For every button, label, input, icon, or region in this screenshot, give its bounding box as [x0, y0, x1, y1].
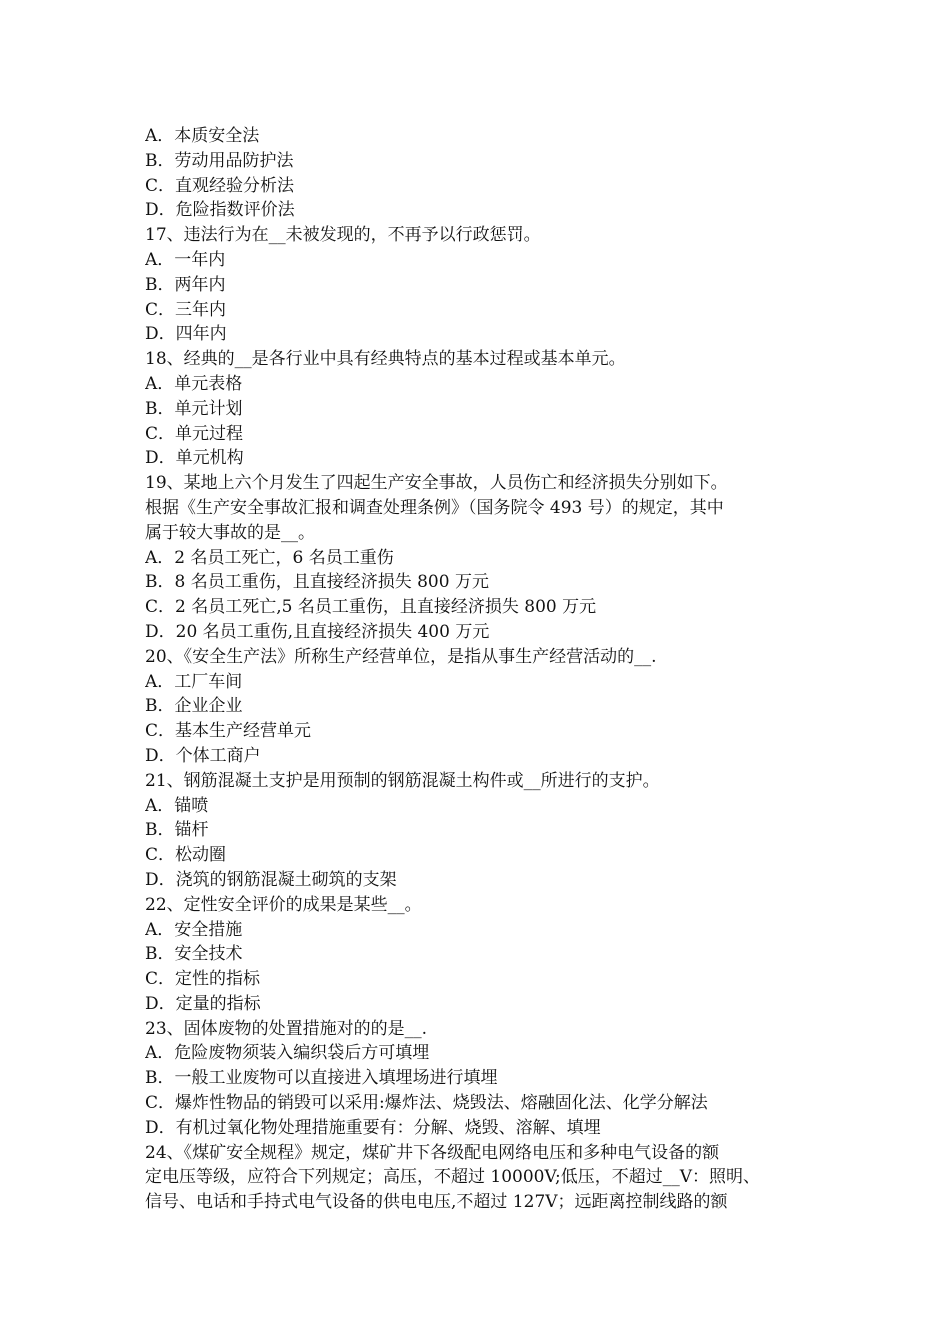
question-20: 20、《安全生产法》所称生产经营单位，是指从事生产经营活动的__.	[145, 646, 657, 667]
text-line: B．8 名员工重伤，且直接经济损失 800 万元	[145, 572, 489, 593]
question-24: 24、《煤矿安全规程》规定，煤矿井下各级配电网络电压和多种电气设备的额	[145, 1142, 720, 1163]
text-line: D．四年内	[145, 324, 227, 345]
text-line: A．危险废物须装入编织袋后方可填埋	[145, 1043, 430, 1064]
text-line: A．一年内	[145, 249, 226, 270]
question-21: 21、钢筋混凝土支护是用预制的钢筋混凝土构件或__所进行的支护。	[145, 770, 660, 791]
text-line: D．20 名员工重伤,且直接经济损失 400 万元	[145, 621, 490, 642]
text-line: C．爆炸性物品的销毁可以采用:爆炸法、烧毁法、熔融固化法、化学分解法	[145, 1093, 708, 1114]
text-line: 属于较大事故的是__。	[145, 522, 315, 543]
text-line: D．个体工商户	[145, 745, 261, 766]
text-line: A．本质安全法	[145, 126, 260, 146]
text-line: C．三年内	[145, 299, 227, 320]
text-line: A．2 名员工死亡，6 名员工重伤	[145, 547, 394, 568]
text-line: D．单元机构	[145, 448, 244, 469]
text-line: A．锚喷	[145, 795, 209, 816]
text-line: D．有机过氧化物处理措施重要有：分解、烧毁、溶解、填埋	[145, 1117, 601, 1138]
text-line: C．定性的指标	[145, 969, 261, 990]
text-line: D．危险指数评价法	[145, 200, 295, 221]
text-line: C．松动圈	[145, 845, 227, 866]
text-line: 定电压等级，应符合下列规定；高压，不超过 10000V;低压，不超过__V：照明、	[145, 1167, 761, 1188]
text-line: C．基本生产经营单元	[145, 721, 312, 742]
text-line: B．企业企业	[145, 696, 243, 717]
text-line: C．直观经验分析法	[145, 175, 295, 196]
document-body	[145, 124, 825, 1215]
question-23: 23、固体废物的处置措施对的的是__.	[145, 1018, 428, 1039]
text-line: C．2 名员工死亡,5 名员工重伤，且直接经济损失 800 万元	[145, 597, 597, 618]
text-line: C．单元过程	[145, 423, 244, 444]
text-line: B．一般工业废物可以直接进入填埋场进行填埋	[145, 1068, 498, 1089]
question-18: 18、经典的__是各行业中具有经典特点的基本过程或基本单元。	[145, 349, 626, 370]
text-line: A．安全措施	[145, 919, 243, 940]
text-line: 根据《生产安全事故汇报和调查处理条例》（国务院令 493 号）的规定，其中	[145, 497, 724, 518]
text-line: B．单元计划	[145, 398, 243, 419]
text-line: D．定量的指标	[145, 993, 261, 1014]
text-line: A．单元表格	[145, 373, 243, 394]
text-line: D．浇筑的钢筋混凝土砌筑的支架	[145, 869, 397, 890]
text-line: 信号、电话和手持式电气设备的供电电压,不超过 127V；远距离控制线路的额	[145, 1192, 728, 1213]
text-line: B．锚杆	[145, 820, 209, 841]
text-line: A．工厂车间	[145, 671, 243, 692]
text-line: B．两年内	[145, 274, 226, 295]
text-line: B．劳动用品防护法	[145, 150, 294, 171]
question-17: 17、违法行为在__未被发现的，不再予以行政惩罚。	[145, 225, 541, 246]
text-line: B．安全技术	[145, 944, 243, 965]
question-19: 19、某地上六个月发生了四起生产安全事故，人员伤亡和经济损失分别如下。	[145, 473, 728, 494]
question-22: 22、定性安全评价的成果是某些__。	[145, 894, 422, 915]
